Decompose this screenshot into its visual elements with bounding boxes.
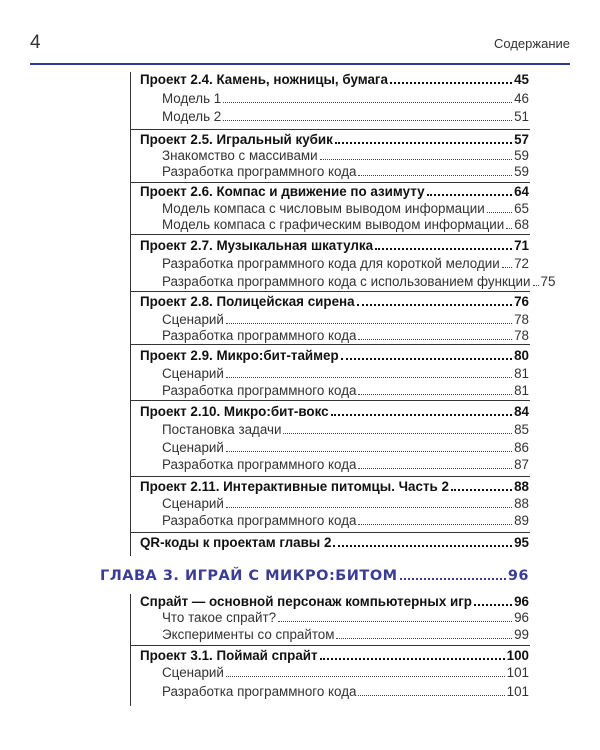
toc-page-number: 75 bbox=[540, 274, 556, 289]
toc-page-number: 95 bbox=[514, 535, 529, 550]
toc-entry-title: Разработка программного кода bbox=[162, 328, 357, 343]
toc-vertical-rule bbox=[130, 478, 131, 534]
toc-section-row[interactable] bbox=[162, 91, 529, 111]
toc-section-row[interactable] bbox=[162, 457, 529, 477]
toc-page-number: 99 bbox=[514, 627, 529, 642]
chapter-title: ГЛАВА 3. ИГРАЙ С МИКРО:БИТОМ bbox=[100, 568, 398, 584]
toc-page-number: 51 bbox=[514, 109, 529, 124]
toc-page-number: 65 bbox=[514, 201, 529, 216]
toc-section-row[interactable] bbox=[162, 684, 529, 704]
toc-page-number: 84 bbox=[514, 404, 529, 419]
toc-page-number: 81 bbox=[514, 383, 529, 398]
toc-vertical-rule bbox=[130, 184, 131, 236]
toc-entry-title: Постановка задачи bbox=[162, 422, 282, 437]
toc-entry-title: Разработка программного кода bbox=[162, 383, 357, 398]
toc-section-row[interactable] bbox=[162, 256, 529, 276]
toc-page-number: 78 bbox=[514, 312, 529, 327]
toc-entry-title: Проект 3.1. Поймай спрайт bbox=[140, 648, 318, 663]
toc-entry-title: Модель компаса с числовым выводом информации bbox=[162, 201, 485, 216]
toc-section-row[interactable] bbox=[162, 422, 529, 442]
toc-page-number: 68 bbox=[514, 217, 530, 232]
toc-page-number: 96 bbox=[514, 594, 529, 609]
toc-entry-title: Модель 1 bbox=[162, 91, 222, 106]
toc-section-row[interactable] bbox=[162, 513, 529, 533]
toc-entry-title: Что такое спрайт? bbox=[162, 610, 277, 625]
toc-entry-title: Проект 2.11. Интерактивные питомцы. Часть 2 bbox=[140, 479, 449, 494]
toc-entry-title: Проект 2.6. Компас и движение по азимуту bbox=[140, 184, 425, 199]
toc-page-number: 46 bbox=[514, 91, 529, 106]
toc-entry-title: Разработка программного кода bbox=[162, 684, 357, 699]
toc-section-row[interactable] bbox=[162, 164, 529, 184]
toc-entry-title: Проект 2.5. Игральный кубик bbox=[140, 132, 333, 147]
toc-vertical-rule bbox=[130, 236, 131, 294]
toc-entry-title: Проект 2.7. Музыкальная шкатулка bbox=[140, 238, 374, 253]
toc-vertical-rule bbox=[130, 402, 131, 478]
toc-entry-title: Сценарий bbox=[162, 366, 224, 381]
toc-page-number: 89 bbox=[514, 513, 529, 528]
toc-page-number: 76 bbox=[514, 294, 529, 309]
page-number: 4 bbox=[30, 32, 41, 53]
toc-section-row[interactable] bbox=[162, 217, 529, 237]
toc-entry-title: Разработка программного кода bbox=[162, 513, 357, 528]
chapter-heading[interactable] bbox=[100, 567, 529, 591]
toc-page-number: 96 bbox=[514, 610, 529, 625]
toc-page-number: 85 bbox=[514, 422, 529, 437]
toc-vertical-rule bbox=[130, 646, 131, 706]
toc-project-row[interactable] bbox=[140, 404, 529, 424]
toc-entry-title: Сценарий bbox=[162, 312, 224, 327]
toc-page-number: 81 bbox=[514, 366, 529, 381]
toc-entry-title: Разработка программного кода bbox=[162, 164, 357, 179]
toc-entry-title: Разработка программного кода bbox=[162, 457, 357, 472]
toc-vertical-rule bbox=[130, 294, 131, 346]
toc-page-number: 101 bbox=[506, 684, 529, 699]
toc-entry-title: Сценарий bbox=[162, 665, 224, 680]
toc-vertical-rule bbox=[130, 346, 131, 402]
toc-page-number: 57 bbox=[514, 132, 529, 147]
toc-project-row[interactable] bbox=[140, 348, 529, 368]
toc-entry-title: Модель компаса с графическим выводом информации bbox=[162, 217, 505, 232]
toc-page-number: 59 bbox=[514, 148, 529, 163]
toc-project-row[interactable] bbox=[140, 72, 529, 92]
toc-entry-title: Проект 2.4. Камень, ножницы, бумага bbox=[140, 72, 388, 87]
toc-section-row[interactable] bbox=[162, 274, 556, 294]
toc-section-row[interactable] bbox=[162, 383, 529, 403]
page-header bbox=[30, 32, 570, 60]
toc-vertical-rule bbox=[130, 534, 131, 556]
toc-project-row[interactable] bbox=[140, 535, 529, 555]
toc-vertical-rule bbox=[130, 594, 131, 646]
toc-section-row[interactable] bbox=[162, 665, 529, 685]
toc-page-number: 87 bbox=[514, 457, 529, 472]
toc-section-row[interactable] bbox=[162, 627, 529, 647]
toc-project-row[interactable] bbox=[140, 238, 529, 258]
toc-page-number: 88 bbox=[514, 479, 529, 494]
toc-entry-title: QR-коды к проектам главы 2 bbox=[140, 535, 332, 550]
toc-project-row[interactable] bbox=[140, 294, 529, 314]
toc-section-row[interactable] bbox=[162, 328, 529, 348]
header-rule bbox=[30, 63, 570, 65]
toc-page-number: 100 bbox=[506, 648, 529, 663]
running-title: Содержание bbox=[494, 36, 570, 51]
toc-page-number: 86 bbox=[514, 440, 529, 455]
toc-vertical-rule bbox=[130, 132, 131, 184]
toc-page-number: 59 bbox=[514, 164, 529, 179]
toc-entry-title: Разработка программного кода для короткой мелодии bbox=[162, 256, 500, 271]
toc-entry-title: Проект 2.8. Полицейская сирена bbox=[140, 294, 355, 309]
toc-separator bbox=[130, 129, 530, 130]
chapter-page-number: 96 bbox=[507, 568, 529, 584]
toc-page-number: 72 bbox=[514, 256, 529, 271]
toc-entry-title: Знакомство с массивами bbox=[162, 148, 318, 163]
toc-page-number: 64 bbox=[514, 184, 529, 199]
toc-section-row[interactable] bbox=[162, 109, 529, 129]
toc-entry-title: Проект 2.9. Микро:бит-таймер bbox=[140, 348, 339, 363]
toc-page-number: 101 bbox=[506, 665, 529, 680]
toc-entry-title: Проект 2.10. Микро:бит-вокс bbox=[140, 404, 329, 419]
toc-entry-title: Эксперименты со спрайтом bbox=[162, 627, 335, 642]
toc-entry-title: Сценарий bbox=[162, 496, 224, 511]
toc-page-number: 71 bbox=[514, 238, 529, 253]
toc-page-number: 88 bbox=[514, 496, 529, 511]
toc-page-number: 78 bbox=[514, 328, 529, 343]
toc-page-number: 45 bbox=[514, 72, 529, 87]
toc-entry-title: Модель 2 bbox=[162, 109, 222, 124]
toc-entry-title: Сценарий bbox=[162, 440, 224, 455]
toc-page-number: 80 bbox=[514, 348, 529, 363]
toc-vertical-rule bbox=[130, 72, 131, 132]
toc-entry-title: Разработка программного кода с использованием функции bbox=[162, 274, 531, 289]
toc-entry-title: Спрайт — основной персонаж компьютерных игр bbox=[140, 594, 472, 609]
